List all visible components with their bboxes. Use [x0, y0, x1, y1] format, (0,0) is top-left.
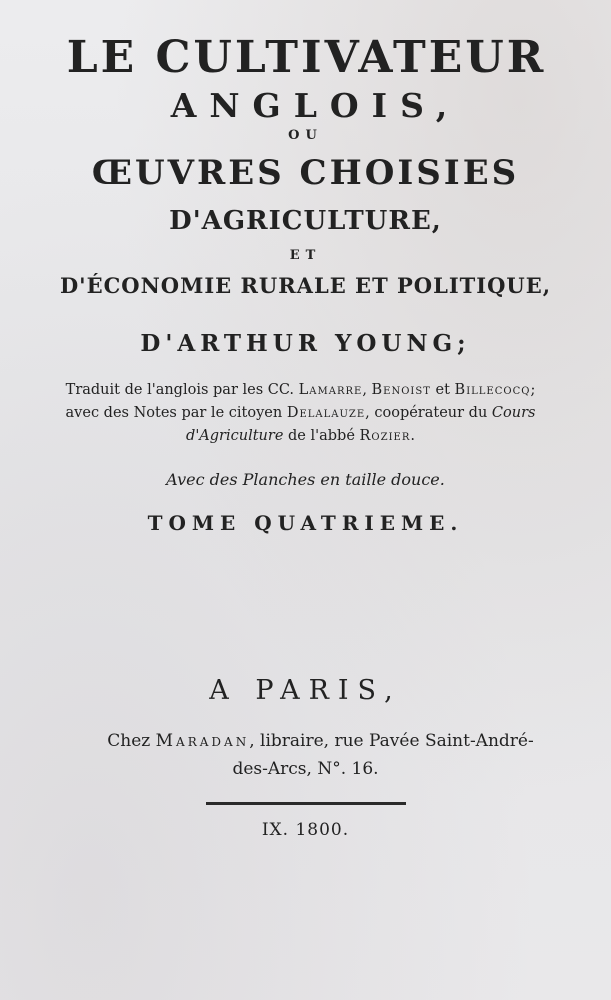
annotator-name: Delalauze: [286, 405, 366, 421]
imprint-text: , libraire, rue Pavée Saint-André-: [249, 731, 534, 751]
credits-text: ,: [362, 382, 372, 398]
credits-text: Traduit de l'anglois par les CC.: [65, 382, 299, 398]
imprint-text: Chez: [107, 731, 156, 751]
imprint-publisher-line: [0, 728, 611, 754]
title-connector-et: ET: [289, 248, 322, 263]
credits-line-2: [30, 402, 571, 425]
translator-name: Benoist: [371, 382, 431, 398]
title-line-1: LE CULTIVATEUR: [66, 32, 547, 83]
credits-line-3: [30, 425, 571, 448]
credits-line-1: [30, 379, 571, 402]
author-line: D'ARTHUR YOUNG;: [140, 330, 471, 357]
credits-text: avec des Notes par le citoyen: [65, 405, 287, 421]
credits-text: et: [430, 382, 455, 398]
divider-rule: [206, 802, 406, 805]
title-connector-ou: OU: [288, 128, 323, 143]
translator-name: Lamarre: [298, 382, 363, 398]
plates-note: Avec des Planches en taille douce.: [166, 470, 445, 489]
title-line-4: D'AGRICULTURE,: [169, 206, 442, 236]
work-title: Cours: [491, 405, 536, 421]
work-title: d'Agriculture: [186, 428, 284, 444]
volume-label: TOME QUATRIEME.: [147, 511, 464, 535]
imprint-date: IX. 1800.: [261, 820, 350, 840]
credits-text: , coopérateur du: [365, 405, 492, 421]
title-line-3: ŒUVRES CHOISIES: [91, 153, 520, 193]
imprint-city: A PARIS,: [209, 675, 402, 706]
credits-text: de l'abbé: [283, 428, 360, 444]
translator-credits: [0, 379, 611, 448]
author-name: Rozier: [359, 428, 411, 444]
credits-text: .: [410, 428, 415, 444]
translator-name: Billecocq: [454, 382, 531, 398]
credits-text: ;: [530, 382, 536, 398]
imprint-address-line: des-Arcs, N°. 16.: [232, 759, 379, 779]
title-line-5: D'ÉCONOMIE RURALE ET POLITIQUE,: [59, 273, 552, 298]
publisher-name: Maradan: [155, 731, 250, 751]
title-line-2: ANGLOIS,: [170, 86, 461, 125]
